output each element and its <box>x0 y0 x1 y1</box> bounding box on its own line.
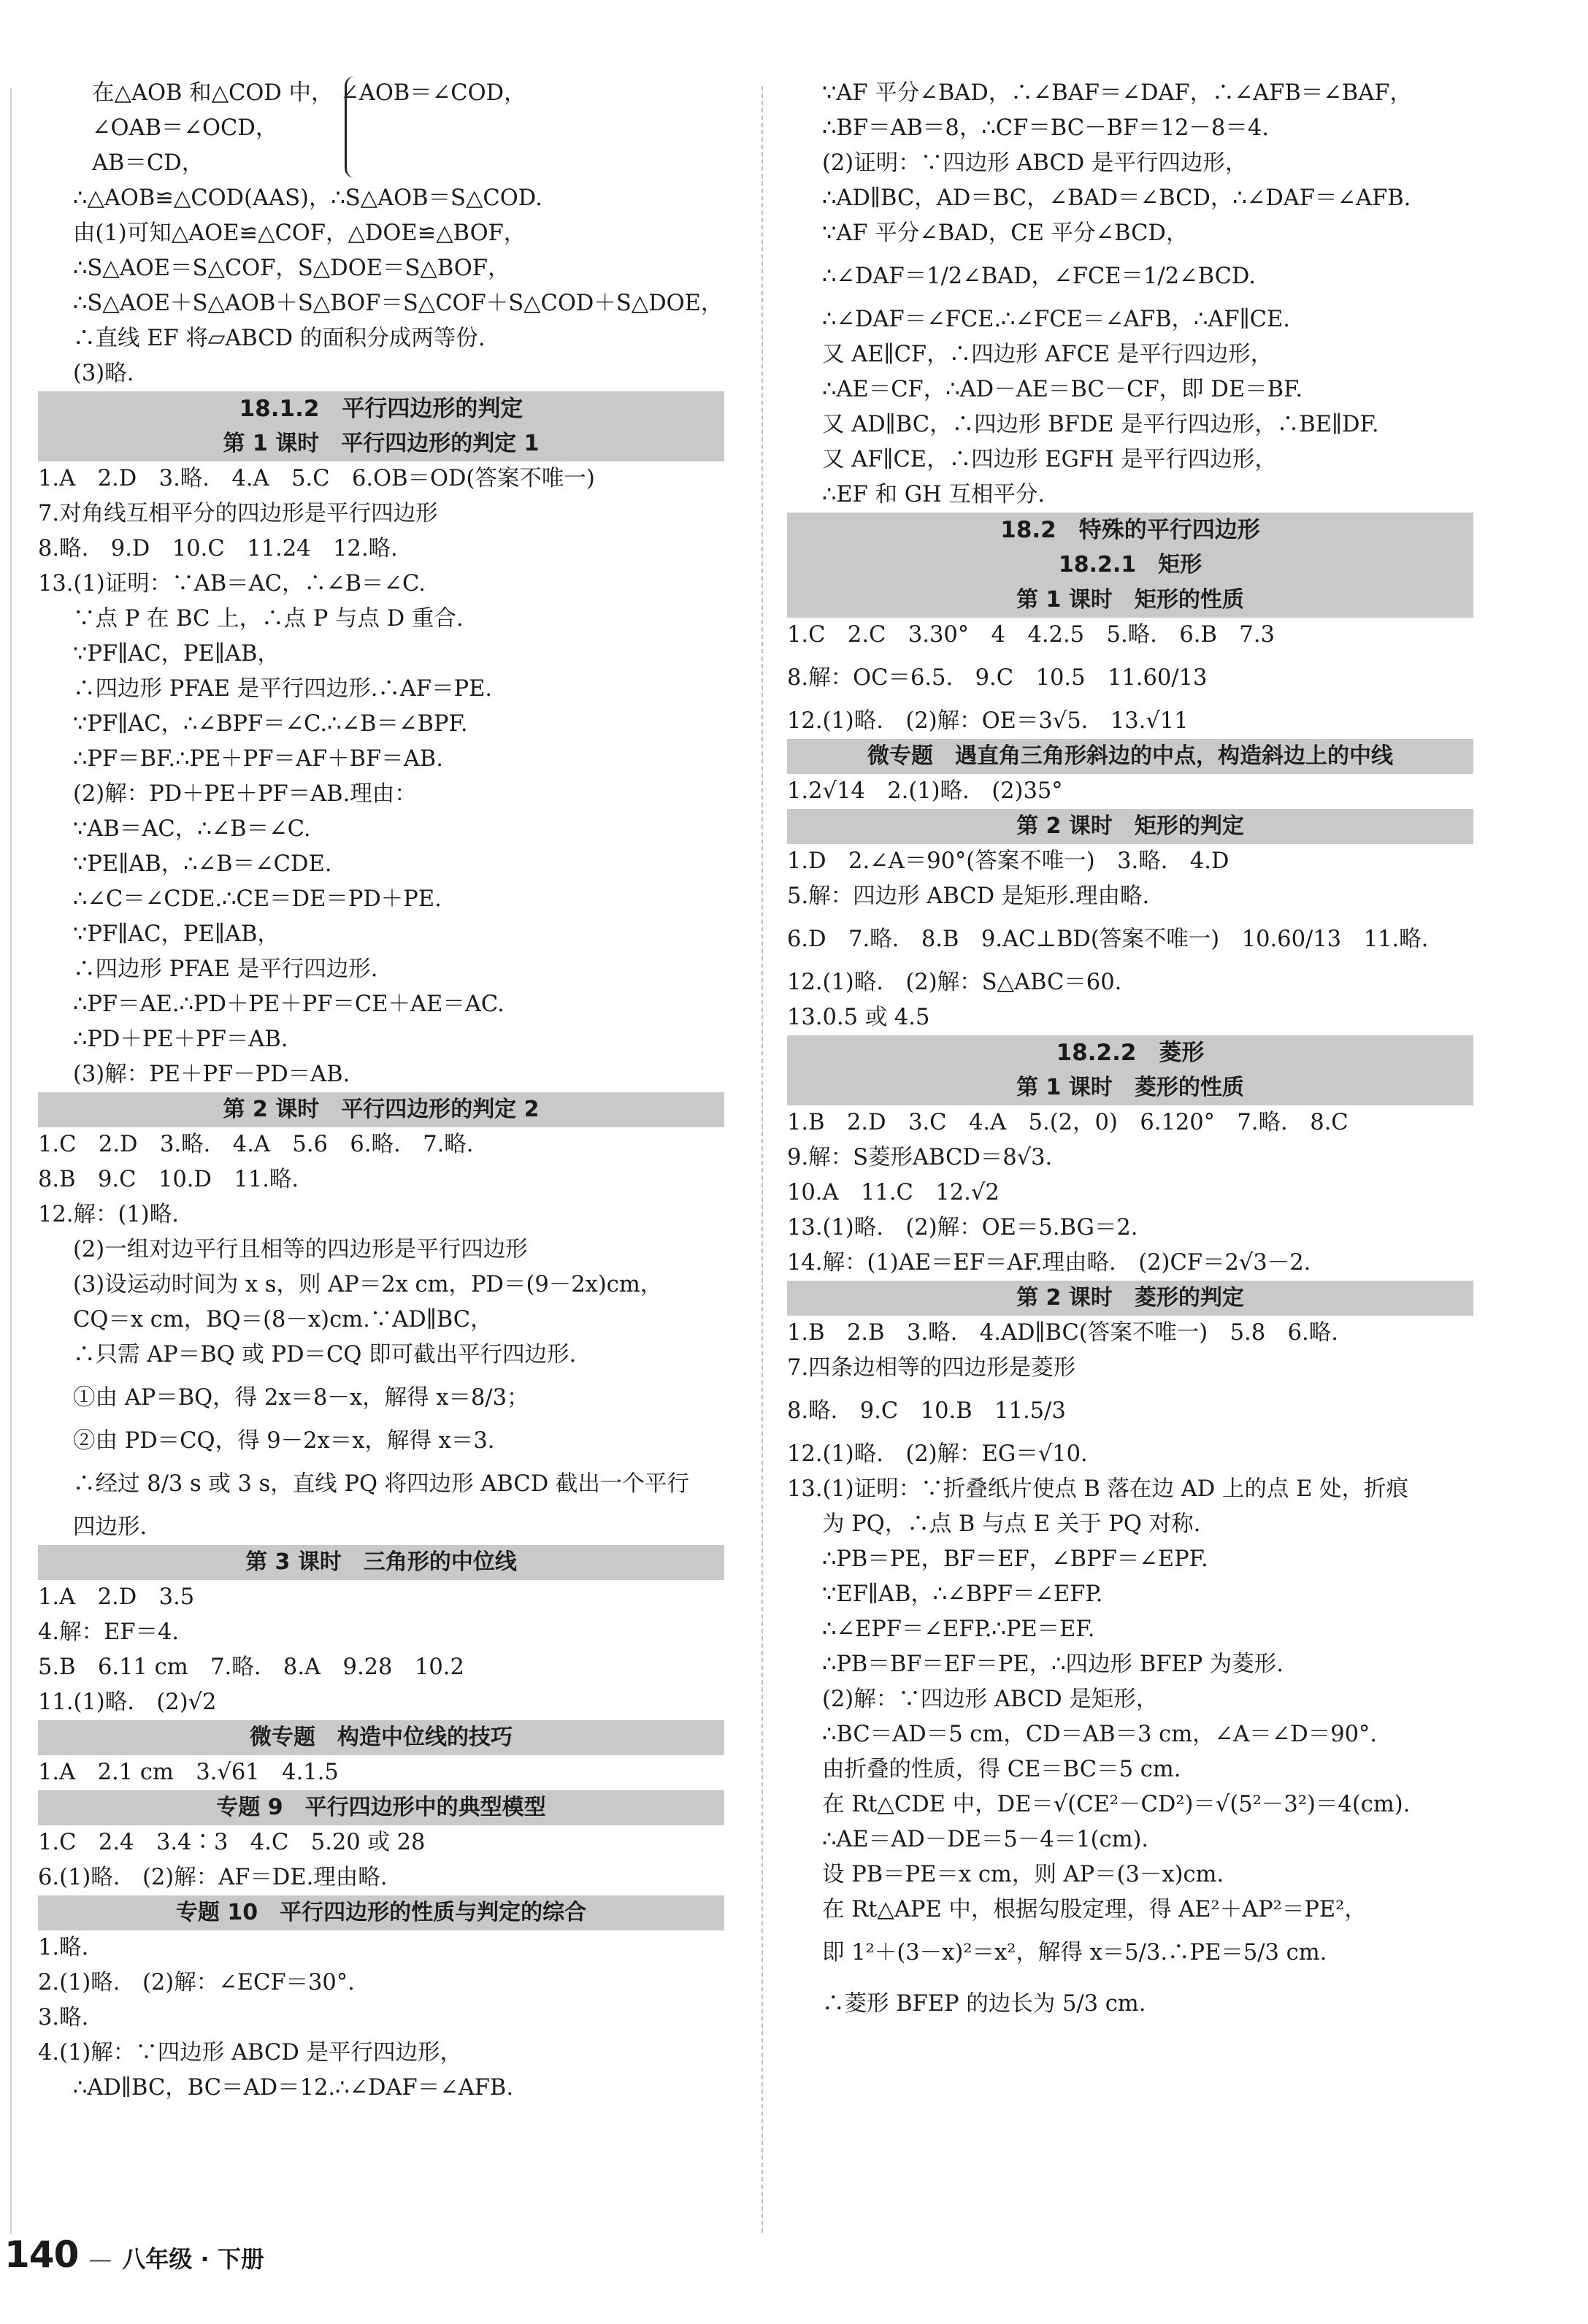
answer-line: (2)证明：∵四边形 ABCD 是平行四边形， <box>822 150 1248 176</box>
answer-line: ∴PB＝BF＝EF＝PE，∴四边形 BFEP 为菱形. <box>822 1652 1284 1677</box>
section-heading: 微专题 构造中位线的技巧 <box>38 1720 724 1755</box>
answer-line: ∴∠EPF＝∠EFP.∴PE＝EF. <box>822 1617 1095 1642</box>
answer-line: 由折叠的性质，得 CE＝BC＝5 cm. <box>822 1757 1181 1782</box>
answer-line: 10.A 11.C 12.√2 <box>787 1180 1000 1205</box>
section-heading: 第 2 课时 矩形的判定 <box>787 809 1473 844</box>
answer-line: ∴直线 EF 将▱ABCD 的面积分成两等份. <box>73 326 486 351</box>
answer-line: ∴PF＝BF.∴PE＋PF＝AF＋BF＝AB. <box>73 746 443 772</box>
answer-line: ∴∠C＝∠CDE.∴CE＝DE＝PD＋PE. <box>73 886 442 912</box>
section-title: 18.2 特殊的平行四边形 <box>1000 517 1260 543</box>
answer-line: ∵AB＝AC，∴∠B＝∠C. <box>73 816 311 842</box>
answer-line: 13.(1)略. (2)解：OE＝5.BG＝2. <box>787 1215 1138 1240</box>
answer-line: 2.(1)略. (2)解：∠ECF＝30°. <box>38 1970 355 1995</box>
answer-line: ∴四边形 PFAE 是平行四边形.∴AF＝PE. <box>73 676 493 702</box>
section-heading: 专题 9 平行四边形中的典型模型 <box>38 1790 724 1825</box>
section-heading: 第 2 课时 平行四边形的判定 2 <box>38 1092 724 1127</box>
answer-line: ①由 AP＝BQ，得 2x＝8－x，解得 x＝8/3； <box>73 1385 529 1411</box>
answer-line: (3)设运动时间为 x s，则 AP＝2x cm，PD＝(9－2x)cm， <box>73 1272 663 1297</box>
answer-line: 设 PB＝PE＝x cm，则 AP＝(3－x)cm. <box>822 1862 1224 1887</box>
section-heading-group <box>38 391 724 461</box>
answer-line: 13.(1)证明：∵AB＝AC，∴∠B＝∠C. <box>38 571 426 597</box>
answer-line: 1.B 2.D 3.C 4.A 5.(2，0) 6.120° 7.略. 8.C <box>787 1110 1349 1135</box>
section-title: 18.1.2 平行四边形的判定 <box>239 396 523 422</box>
right-column <box>787 76 1473 2030</box>
answer-line: 6.(1)略. (2)解：AF＝DE.理由略. <box>38 1865 388 1890</box>
answer-line: ∴EF 和 GH 互相平分. <box>822 482 1046 507</box>
system-brace <box>345 76 363 178</box>
answer-line: ∴菱形 BFEP 的边长为 5/3 cm. <box>822 1991 1146 2017</box>
section-heading-group <box>787 1035 1473 1105</box>
section-heading: 微专题 遇直角三角形斜边的中点，构造斜边上的中线 <box>787 739 1473 774</box>
answer-line: 4.(1)解：∵四边形 ABCD 是平行四边形， <box>38 2040 462 2066</box>
answer-line: ∵PE∥AB，∴∠B＝∠CDE. <box>73 851 332 877</box>
section-subtitle: 第 1 课时 平行四边形的判定 1 <box>223 431 540 456</box>
section-heading-group <box>787 513 1473 618</box>
answer-line: (2)解：PD＋PE＋PF＝AB.理由： <box>73 781 417 807</box>
answer-line: 1.2√14 2.(1)略. (2)35° <box>787 778 1063 804</box>
grade-label: 八年级 · 下册 <box>122 2245 264 2273</box>
section-title: 18.2.2 菱形 <box>1056 1040 1205 1066</box>
answer-line: ∴PB＝PE，BF＝EF，∠BPF＝∠EPF. <box>822 1546 1208 1572</box>
answer-line: ∴S△AOE＝S△COF，S△DOE＝S△BOF， <box>73 256 510 281</box>
section-subtitle: 18.2.1 矩形 <box>1058 552 1202 578</box>
answer-line: 5.解：四边形 ABCD 是矩形.理由略. <box>787 883 1150 909</box>
answer-line: 1.A 2.D 3.5 <box>38 1584 195 1610</box>
answer-line: ∴S△AOE＋S△AOB＋S△BOF＝S△COF＋S△COD＋S△DOE， <box>73 291 724 316</box>
footer-separator: — <box>88 2245 112 2273</box>
section-subtitle: 第 1 课时 菱形的性质 <box>1016 1075 1244 1100</box>
answer-line: 12.(1)略. (2)解：S△ABC＝60. <box>787 970 1122 995</box>
answer-line: 4.解：EF＝4. <box>38 1619 180 1645</box>
answer-line: ∵AF 平分∠BAD，CE 平分∠BCD， <box>822 220 1189 246</box>
answer-line: ∵PF∥AC，PE∥AB， <box>73 921 280 947</box>
answer-line: ∠OAB＝∠OCD， <box>92 115 278 141</box>
answer-line: 9.解：S菱形ABCD＝8√3. <box>787 1145 1053 1170</box>
answer-line: ∵AF 平分∠BAD，∴∠BAF＝∠DAF，∴∠AFB＝∠BAF， <box>822 80 1412 106</box>
answer-line: 8.略. 9.C 10.B 11.5/3 <box>787 1398 1066 1424</box>
answer-line: 12.(1)略. (2)解：OE＝3√5. 13.√11 <box>787 708 1189 734</box>
answer-line: 又 AF∥CE，∴四边形 EGFH 是平行四边形， <box>822 447 1277 472</box>
answer-line: 7.对角线互相平分的四边形是平行四边形 <box>38 501 438 526</box>
answer-line: (2)一组对边平行且相等的四边形是平行四边形 <box>73 1237 528 1262</box>
answer-line: 即 1²＋(3－x)²＝x²，解得 x＝5/3.∴PE＝5/3 cm. <box>822 1940 1327 1966</box>
answer-line: 8.B 9.C 10.D 11.略. <box>38 1167 299 1192</box>
page-number: 140 <box>4 2233 79 2276</box>
answer-line: (3)略. <box>73 361 134 386</box>
answer-line: 3.略. <box>38 2005 89 2030</box>
column-divider <box>762 86 763 2233</box>
answer-line: 在 Rt△APE 中，根据勾股定理，得 AE²＋AP²＝PE²， <box>822 1897 1367 1922</box>
answer-line: ∴∠DAF＝1/2∠BAD，∠FCE＝1/2∠BCD. <box>822 264 1256 289</box>
answer-line: 1.D 2.∠A＝90°(答案不唯一) 3.略. 4.D <box>787 848 1230 874</box>
answer-line: 1.A 2.1 cm 3.√61 4.1.5 <box>38 1760 339 1785</box>
answer-line: 13.(1)证明：∵折叠纸片使点 B 落在边 AD 上的点 E 处，折痕 <box>787 1476 1409 1502</box>
answer-line: 1.A 2.D 3.略. 4.A 5.C 6.OB＝OD(答案不唯一) <box>38 466 595 491</box>
section-heading: 第 3 课时 三角形的中位线 <box>38 1545 724 1580</box>
answer-line: 由(1)可知△AOE≌△COF，△DOE≌△BOF， <box>73 220 526 246</box>
answer-line: ∴只需 AP＝BQ 或 PD＝CQ 即可截出平行四边形. <box>73 1342 577 1368</box>
page-footer <box>4 2233 442 2277</box>
answer-line: 8.解：OC＝6.5. 9.C 10.5 11.60/13 <box>787 665 1208 691</box>
answer-line: ∵点 P 在 BC 上，∴点 P 与点 D 重合. <box>73 606 464 632</box>
answer-line: 1.C 2.4 3.4∶3 4.C 5.20 或 28 <box>38 1830 426 1855</box>
answer-line: AB＝CD， <box>92 150 204 176</box>
answer-line: 1.B 2.B 3.略. 4.AD∥BC(答案不唯一) 5.8 6.略. <box>787 1320 1338 1346</box>
page-left-border <box>10 88 12 2234</box>
left-column <box>38 76 724 2106</box>
section-heading: 专题 10 平行四边形的性质与判定的综合 <box>38 1895 724 1930</box>
answer-line: 14.解：(1)AE＝EF＝AF.理由略. (2)CF＝2√3－2. <box>787 1250 1311 1276</box>
answer-line: ∴BF＝AB＝8，∴CF＝BC－BF＝12－8＝4. <box>822 115 1269 141</box>
answer-line: ∴PD＋PE＋PF＝AB. <box>73 1027 288 1052</box>
answer-line: 12.解：(1)略. <box>38 1202 179 1227</box>
answer-line: ∴AD∥BC，AD＝BC，∠BAD＝∠BCD，∴∠DAF＝∠AFB. <box>822 185 1411 211</box>
answer-line: 1.C 2.C 3.30° 4 4.2.5 5.略. 6.B 7.3 <box>787 622 1275 648</box>
answer-line: 13.0.5 或 4.5 <box>787 1005 930 1030</box>
answer-line: 7.四条边相等的四边形是菱形 <box>787 1355 1076 1381</box>
answer-line: 8.略. 9.D 10.C 11.24 12.略. <box>38 536 398 561</box>
answer-line: ∴四边形 PFAE 是平行四边形. <box>73 956 378 982</box>
answer-line: ∴AE＝CF，∴AD－AE＝BC－CF，即 DE＝BF. <box>822 377 1303 402</box>
answer-line: 1.C 2.D 3.略. 4.A 5.6 6.略. 7.略. <box>38 1132 474 1157</box>
answer-line: 在△AOB 和△COD 中， ∠AOB＝∠COD， <box>92 80 526 106</box>
answer-line: 6.D 7.略. 8.B 9.AC⊥BD(答案不唯一) 10.60/13 11.略. <box>787 927 1429 952</box>
answer-line: 四边形. <box>73 1514 147 1540</box>
answer-line: 12.(1)略. (2)解：EG＝√10. <box>787 1441 1088 1467</box>
answer-line: ∴BC＝AD＝5 cm，CD＝AB＝3 cm，∠A＝∠D＝90°. <box>822 1722 1377 1747</box>
answer-line: ∵PF∥AC，PE∥AB， <box>73 641 280 667</box>
answer-line: (3)解：PE＋PF－PD＝AB. <box>73 1062 350 1087</box>
answer-line: CQ＝x cm，BQ＝(8－x)cm.∵AD∥BC， <box>73 1307 493 1332</box>
answer-line: ∴经过 8/3 s 或 3 s，直线 PQ 将四边形 ABCD 截出一个平行 <box>73 1471 689 1497</box>
answer-line: 11.(1)略. (2)√2 <box>38 1690 217 1715</box>
answer-line: 5.B 6.11 cm 7.略. 8.A 9.28 10.2 <box>38 1654 464 1680</box>
answer-line: ∴PF＝AE.∴PD＋PE＋PF＝CE＋AE＝AC. <box>73 992 505 1017</box>
answer-line: 为 PQ，∴点 B 与点 E 关于 PQ 对称. <box>822 1511 1201 1537</box>
section-subtitle: 第 1 课时 矩形的性质 <box>1016 587 1244 613</box>
answer-line: 又 AE∥CF，∴四边形 AFCE 是平行四边形， <box>822 342 1273 367</box>
section-heading: 第 2 课时 菱形的判定 <box>787 1281 1473 1316</box>
answer-line: 1.略. <box>38 1935 89 1960</box>
answer-line: ∵PF∥AC，∴∠BPF＝∠C.∴∠B＝∠BPF. <box>73 711 468 737</box>
answer-line: ∴AD∥BC，BC＝AD＝12.∴∠DAF＝∠AFB. <box>73 2075 514 2101</box>
answer-line: (2)解：∵四边形 ABCD 是矩形， <box>822 1687 1159 1712</box>
answer-line: ∴△AOB≌△COD(AAS)，∴S△AOB＝S△COD. <box>73 185 542 211</box>
answer-line: 又 AD∥BC，∴四边形 BFDE 是平行四边形，∴BE∥DF. <box>822 412 1379 437</box>
answer-line: ∴∠DAF＝∠FCE.∴∠FCE＝∠AFB，∴AF∥CE. <box>822 307 1290 332</box>
answer-line: ∴AE＝AD－DE＝5－4＝1(cm). <box>822 1827 1149 1852</box>
answer-line: ②由 PD＝CQ，得 9－2x＝x，解得 x＝3. <box>73 1428 495 1454</box>
answer-line: ∵EF∥AB，∴∠BPF＝∠EFP. <box>822 1581 1103 1607</box>
answer-line: 在 Rt△CDE 中，DE＝√(CE²－CD²)＝√(5²－3²)＝4(cm). <box>822 1792 1411 1817</box>
